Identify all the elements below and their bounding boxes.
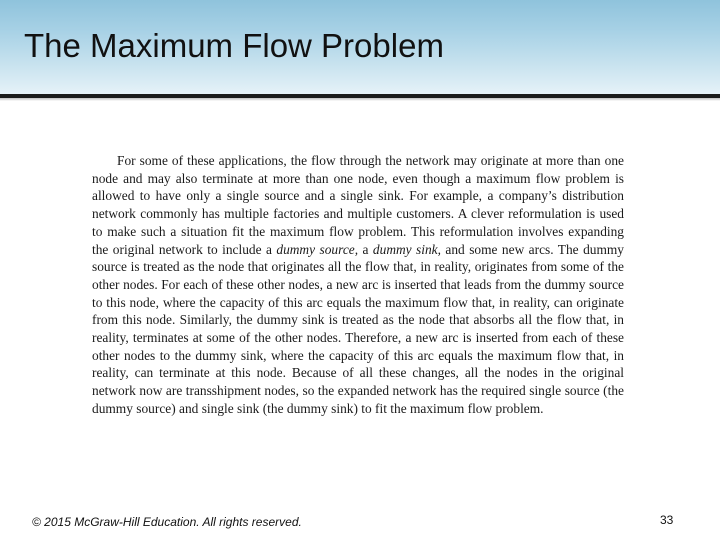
- body-text-part-2: a: [358, 241, 373, 257]
- slide-title: The Maximum Flow Problem: [24, 27, 444, 64]
- body-paragraph: [92, 152, 624, 418]
- body-emphasis-dummy-source: dummy source,: [276, 241, 359, 257]
- page-number: 33: [660, 513, 674, 527]
- body-emphasis-dummy-sink: dummy sink,: [372, 241, 441, 257]
- copyright-notice: © 2015 McGraw-Hill Education. All rights reserved.: [32, 515, 302, 529]
- title-divider-shadow: [0, 98, 720, 101]
- body-text-part-1: For some of these applications, the flow through the network may originate at more than one node and may also terminate at more than one node, even though a maximum flow problem is allowed to have only a single source and a single sink. For example, a company’s distribution network commonly has multiple factories and multiple customers. A clever reformulation is used to make such a situation fit the maximum flow problem. This reformulation involves expanding the original network to include a: [92, 153, 624, 257]
- body-text-part-3: and some new arcs. The dummy source is treated as the node that originates all the flow that, in reality, originates from some of the other nodes. For each of these other nodes, a new arc is inserted that leads from the dummy source to this node, where the capacity of this arc equals the maximum flow that, in reality, can originate from this node. Similarly, the dummy sink is treated as the node that absorbs all the flow that, in reality, terminates at some of the other nodes. Therefore, a new arc is inserted from each of these other nodes to the dummy sink, where the capacity of this arc equals the maximum flow that, in reality, can terminate at this node. Because of all these changes, all the nodes in the original network now are transshipment nodes, so the expanded network has the required single source (the dummy source) and single sink (the dummy sink) to fit the maximum flow problem.: [92, 241, 624, 416]
